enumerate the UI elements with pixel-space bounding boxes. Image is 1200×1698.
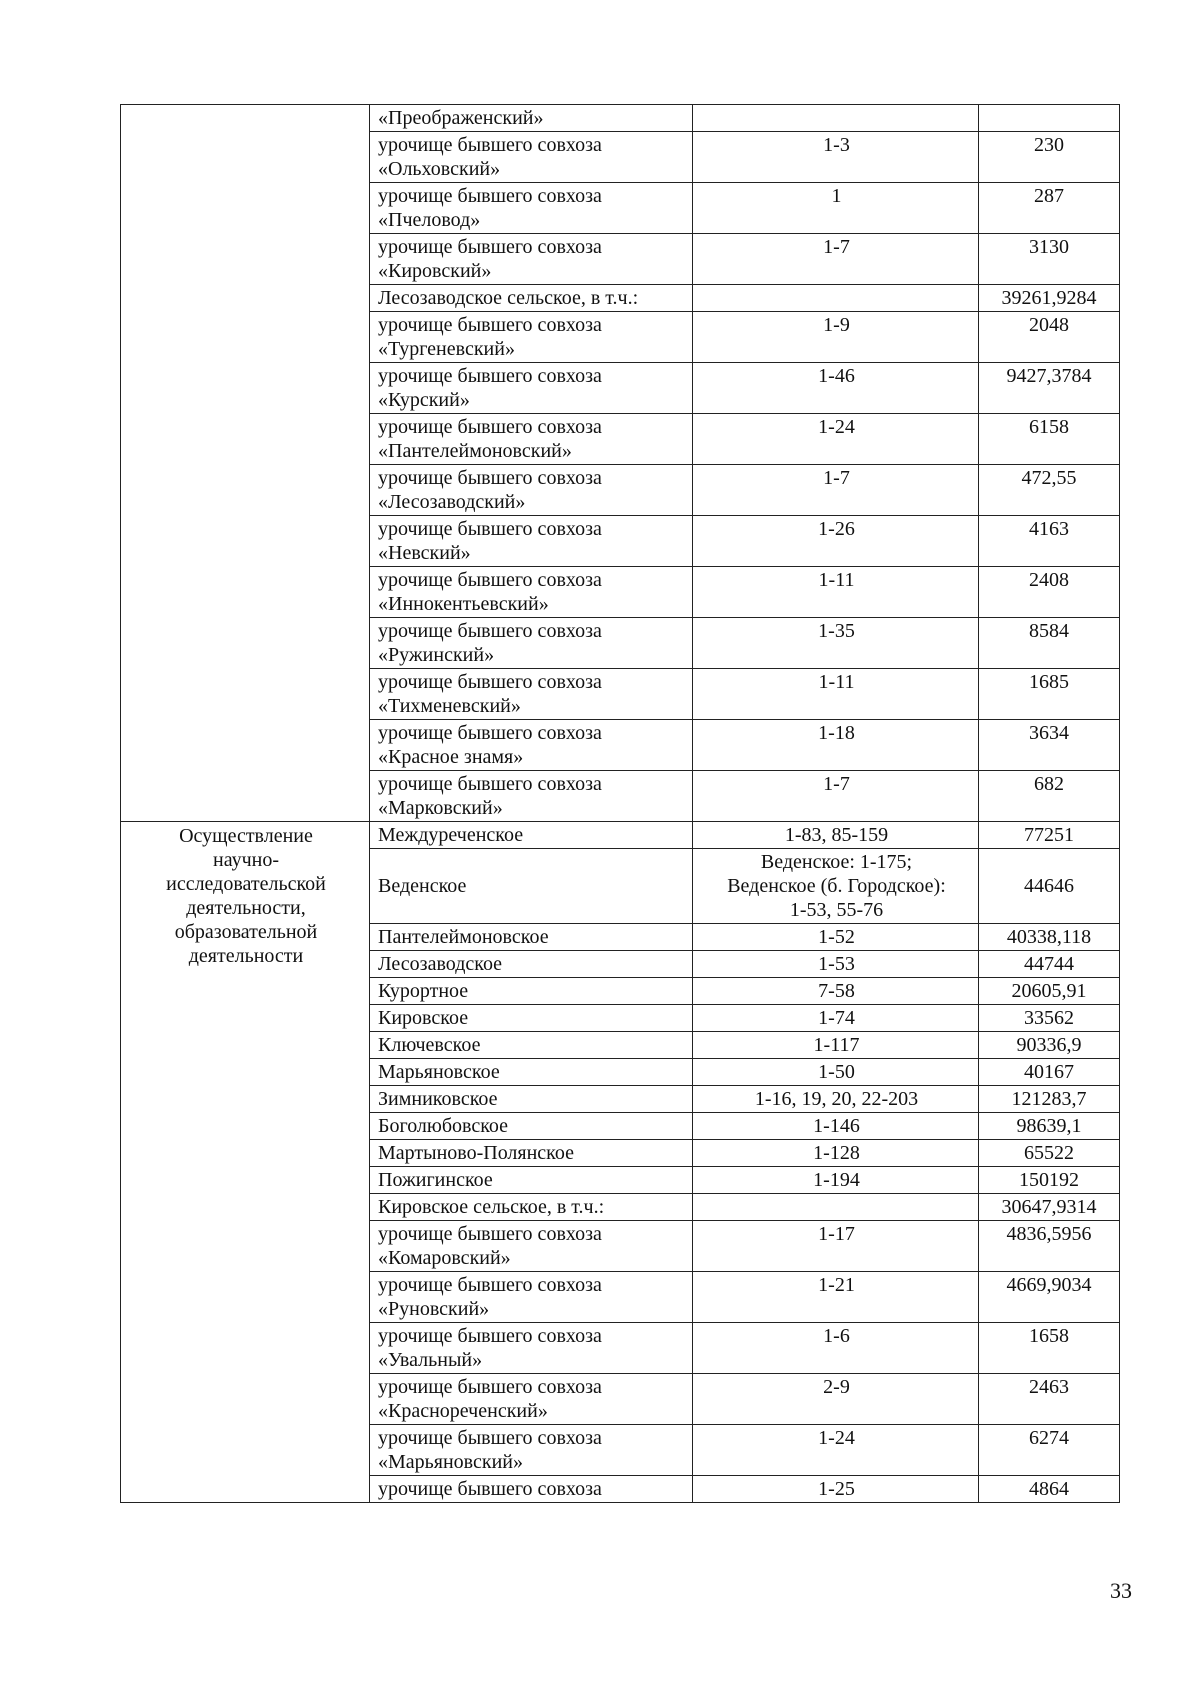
area-cell: 682 xyxy=(979,771,1120,822)
location-name-cell: Марьяновское xyxy=(370,1059,693,1086)
sections-cell: 1-24 xyxy=(693,414,979,465)
sections-cell: 1-6 xyxy=(693,1323,979,1374)
area-cell: 4864 xyxy=(979,1476,1120,1503)
table-row xyxy=(121,822,1120,849)
sections-cell xyxy=(693,105,979,132)
location-name-cell: Пантелеймоновское xyxy=(370,924,693,951)
area-cell: 90336,9 xyxy=(979,1032,1120,1059)
sections-cell: 1-3 xyxy=(693,132,979,183)
area-cell: 65522 xyxy=(979,1140,1120,1167)
sections-cell: 1-52 xyxy=(693,924,979,951)
sections-cell: 1-21 xyxy=(693,1272,979,1323)
area-cell xyxy=(979,105,1120,132)
area-cell: 4669,9034 xyxy=(979,1272,1120,1323)
area-cell: 2048 xyxy=(979,312,1120,363)
sections-cell xyxy=(693,285,979,312)
location-name-cell: урочище бывшего совхоза «Ружинский» xyxy=(370,618,693,669)
location-name-cell: урочище бывшего совхоза «Пантелеймоновский» xyxy=(370,414,693,465)
location-name-cell: Лесозаводское xyxy=(370,951,693,978)
area-cell: 44646 xyxy=(979,849,1120,924)
location-name-cell: урочище бывшего совхоза «Тихменевский» xyxy=(370,669,693,720)
area-cell: 2408 xyxy=(979,567,1120,618)
sections-cell: 1-146 xyxy=(693,1113,979,1140)
land-table-body xyxy=(121,105,1120,1503)
sections-cell: 1-25 xyxy=(693,1476,979,1503)
sections-cell: 1-18 xyxy=(693,720,979,771)
location-name-cell: урочище бывшего совхоза «Комаровский» xyxy=(370,1221,693,1272)
area-cell: 4836,5956 xyxy=(979,1221,1120,1272)
area-cell: 287 xyxy=(979,183,1120,234)
sections-cell: 1-7 xyxy=(693,771,979,822)
location-name-cell: урочище бывшего совхоза «Марьяновский» xyxy=(370,1425,693,1476)
area-cell: 6158 xyxy=(979,414,1120,465)
location-name-cell: Мартыново-Полянское xyxy=(370,1140,693,1167)
sections-cell: 1-11 xyxy=(693,567,979,618)
location-name-cell: урочище бывшего совхоза xyxy=(370,1476,693,1503)
location-name-cell: Ключевское xyxy=(370,1032,693,1059)
location-name-cell: урочище бывшего совхоза «Руновский» xyxy=(370,1272,693,1323)
sections-cell: 1-83, 85-159 xyxy=(693,822,979,849)
sections-cell: 1-74 xyxy=(693,1005,979,1032)
sections-cell: 7-58 xyxy=(693,978,979,1005)
area-cell: 3130 xyxy=(979,234,1120,285)
land-table xyxy=(120,104,1120,1503)
area-cell: 39261,9284 xyxy=(979,285,1120,312)
location-name-cell: урочище бывшего совхоза «Лесозаводский» xyxy=(370,465,693,516)
sections-cell: 1-53 xyxy=(693,951,979,978)
area-cell: 77251 xyxy=(979,822,1120,849)
area-cell: 1658 xyxy=(979,1323,1120,1374)
sections-cell: 1-46 xyxy=(693,363,979,414)
sections-cell: 1-7 xyxy=(693,234,979,285)
area-cell: 1685 xyxy=(979,669,1120,720)
location-name-cell: урочище бывшего совхоза «Тургеневский» xyxy=(370,312,693,363)
area-cell: 40338,118 xyxy=(979,924,1120,951)
location-name-cell: урочище бывшего совхоза «Кировский» xyxy=(370,234,693,285)
location-name-cell: Веденское xyxy=(370,849,693,924)
location-name-cell: Междуреченское xyxy=(370,822,693,849)
sections-cell: 1 xyxy=(693,183,979,234)
area-cell: 98639,1 xyxy=(979,1113,1120,1140)
area-cell: 8584 xyxy=(979,618,1120,669)
sections-cell: 1-16, 19, 20, 22-203 xyxy=(693,1086,979,1113)
area-cell: 6274 xyxy=(979,1425,1120,1476)
sections-cell: 1-128 xyxy=(693,1140,979,1167)
location-name-cell: урочище бывшего совхоза «Увальный» xyxy=(370,1323,693,1374)
sections-cell: 1-11 xyxy=(693,669,979,720)
sections-cell: 1-194 xyxy=(693,1167,979,1194)
sections-cell xyxy=(693,1194,979,1221)
purpose-cell: Осуществление научно- исследовательской деятельности, образовательной деятельности xyxy=(121,822,370,1503)
sections-cell: 1-24 xyxy=(693,1425,979,1476)
location-name-cell: урочище бывшего совхоза «Невский» xyxy=(370,516,693,567)
location-name-cell: урочище бывшего совхоза «Курский» xyxy=(370,363,693,414)
page-number: 33 xyxy=(1110,1578,1132,1603)
area-cell: 4163 xyxy=(979,516,1120,567)
area-cell: 9427,3784 xyxy=(979,363,1120,414)
area-cell: 230 xyxy=(979,132,1120,183)
location-name-cell: «Преображенский» xyxy=(370,105,693,132)
sections-cell: 1-35 xyxy=(693,618,979,669)
sections-cell: 1-9 xyxy=(693,312,979,363)
area-cell: 30647,9314 xyxy=(979,1194,1120,1221)
location-name-cell: Пожигинское xyxy=(370,1167,693,1194)
location-name-cell: урочище бывшего совхоза «Красное знамя» xyxy=(370,720,693,771)
location-name-cell: урочище бывшего совхоза «Краснореченский» xyxy=(370,1374,693,1425)
area-cell: 2463 xyxy=(979,1374,1120,1425)
area-cell: 20605,91 xyxy=(979,978,1120,1005)
area-cell: 121283,7 xyxy=(979,1086,1120,1113)
location-name-cell: урочище бывшего совхоза «Пчеловод» xyxy=(370,183,693,234)
table-row xyxy=(121,105,1120,132)
location-name-cell: Кировское сельское, в т.ч.: xyxy=(370,1194,693,1221)
area-cell: 40167 xyxy=(979,1059,1120,1086)
sections-cell: 1-26 xyxy=(693,516,979,567)
area-cell: 150192 xyxy=(979,1167,1120,1194)
area-cell: 3634 xyxy=(979,720,1120,771)
location-name-cell: урочище бывшего совхоза «Марковский» xyxy=(370,771,693,822)
area-cell: 33562 xyxy=(979,1005,1120,1032)
location-name-cell: урочище бывшего совхоза «Иннокентьевский» xyxy=(370,567,693,618)
location-name-cell: урочище бывшего совхоза «Ольховский» xyxy=(370,132,693,183)
area-cell: 44744 xyxy=(979,951,1120,978)
sections-cell: 1-7 xyxy=(693,465,979,516)
sections-cell: 2-9 xyxy=(693,1374,979,1425)
sections-cell: 1-17 xyxy=(693,1221,979,1272)
location-name-cell: Кировское xyxy=(370,1005,693,1032)
location-name-cell: Курортное xyxy=(370,978,693,1005)
location-name-cell: Лесозаводское сельское, в т.ч.: xyxy=(370,285,693,312)
sections-cell: 1-117 xyxy=(693,1032,979,1059)
purpose-cell-empty xyxy=(121,105,370,822)
location-name-cell: Боголюбовское xyxy=(370,1113,693,1140)
sections-cell: 1-50 xyxy=(693,1059,979,1086)
location-name-cell: Зимниковское xyxy=(370,1086,693,1113)
sections-cell: Веденское: 1-175; Веденское (б. Городское): 1-53, 55-76 xyxy=(693,849,979,924)
area-cell: 472,55 xyxy=(979,465,1120,516)
